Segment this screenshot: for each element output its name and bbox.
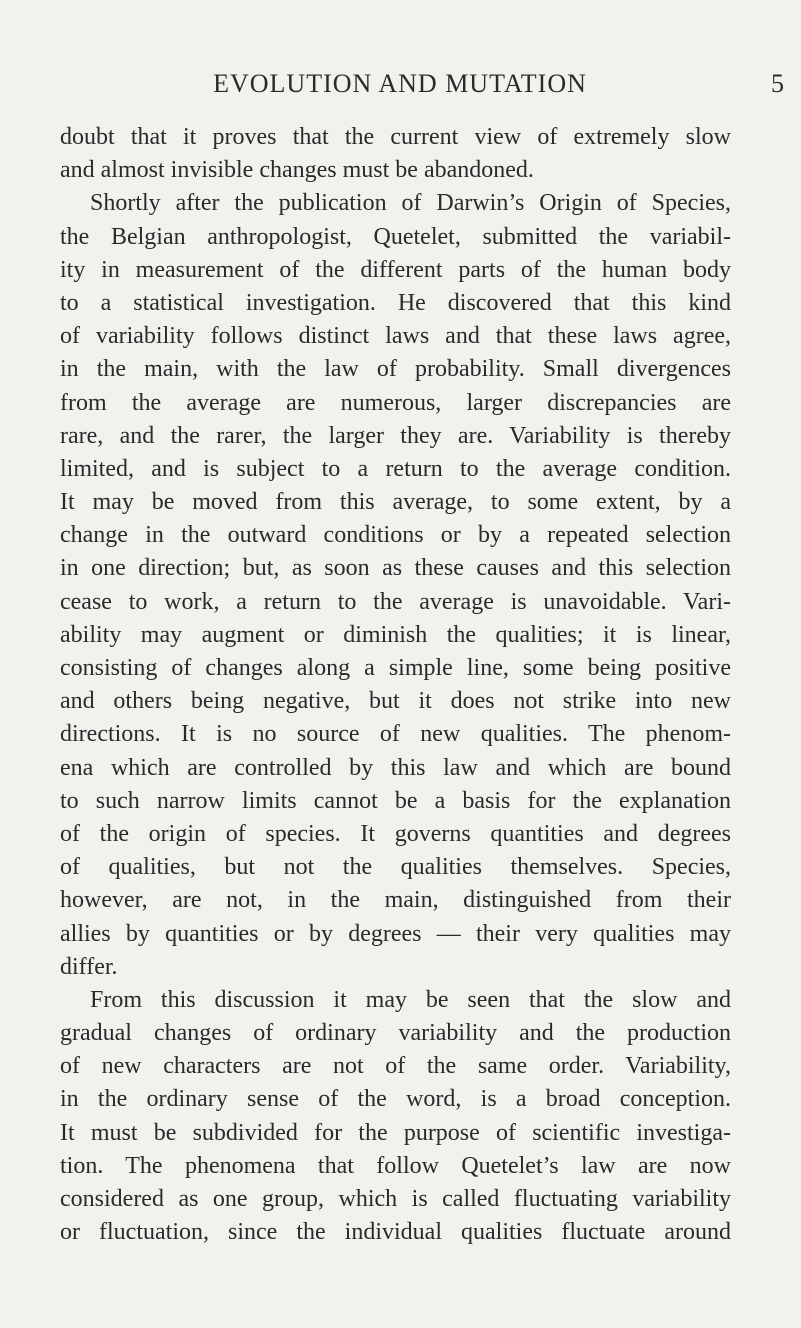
text-line: or fluctuation, since the individual qualities fluctuate around [60,1219,731,1246]
text-line: in the main, with the law of probability. Small divergences [60,356,731,383]
text-line: in the ordinary sense of the word, is a broad conception. [60,1086,731,1113]
text-line: to such narrow limits cannot be a basis for the explanation [60,787,731,814]
body-text [60,121,731,1249]
text-line: doubt that it proves that the current view of extremely slow [60,124,731,150]
page-header [60,64,790,104]
text-line: It must be subdivided for the purpose of scientific investiga- [60,1119,731,1146]
text-line: of new characters are not of the same order. Variability, [60,1053,731,1080]
text-line: considered as one group, which is called fluctuating variability [60,1186,731,1212]
text-line: and others being negative, but it does not strike into new [60,688,731,715]
text-line: ity in measurement of the different parts of the human body [60,256,731,283]
text-line: change in the outward conditions or by a repeated selection [60,522,731,549]
text-line: the Belgian anthropologist, Quetelet, submitted the variabil- [60,223,731,250]
text-line: directions. It is no source of new qualities. The phenom- [60,721,731,748]
page-number: 5 [771,69,784,98]
text-line: tion. The phenomena that follow Quetelet’s law are now [60,1152,731,1179]
text-line: Shortly after the publication of Darwin’s Origin of Species, [90,190,731,217]
text-line: It may be moved from this average, to some extent, by a [60,489,731,516]
text-line: of variability follows distinct laws and that these laws agree, [60,323,731,350]
text-line: rare, and the rarer, the larger they are. Variability is thereby [60,422,731,449]
text-line: consisting of changes along a simple line, some being positive [60,655,731,681]
text-line: and almost invisible changes must be abandoned. [60,157,534,184]
text-line: differ. [60,953,118,980]
text-line: however, are not, in the main, distinguished from their [60,887,731,914]
text-line: ability may augment or diminish the qualities; it is linear, [60,621,731,648]
text-line: limited, and is subject to a return to the average condition. [60,455,731,482]
running-head: EVOLUTION AND MUTATION [213,69,587,98]
text-line: of qualities, but not the qualities themselves. Species, [60,854,731,881]
text-line: ena which are controlled by this law and which are bound [60,754,731,781]
text-line: from the average are numerous, larger discrepancies are [60,389,731,416]
text-line: From this discussion it may be seen that the slow and [90,986,731,1013]
text-line: allies by quantities or by degrees — their very qualities may [60,920,731,947]
text-line: in one direction; but, as soon as these causes and this selection [60,555,731,582]
text-line: cease to work, a return to the average is unavoidable. Vari- [60,588,731,615]
text-line: of the origin of species. It governs quantities and degrees [60,820,731,847]
text-line: gradual changes of ordinary variability and the production [60,1020,731,1047]
text-line: to a statistical investigation. He discovered that this kind [60,289,731,316]
